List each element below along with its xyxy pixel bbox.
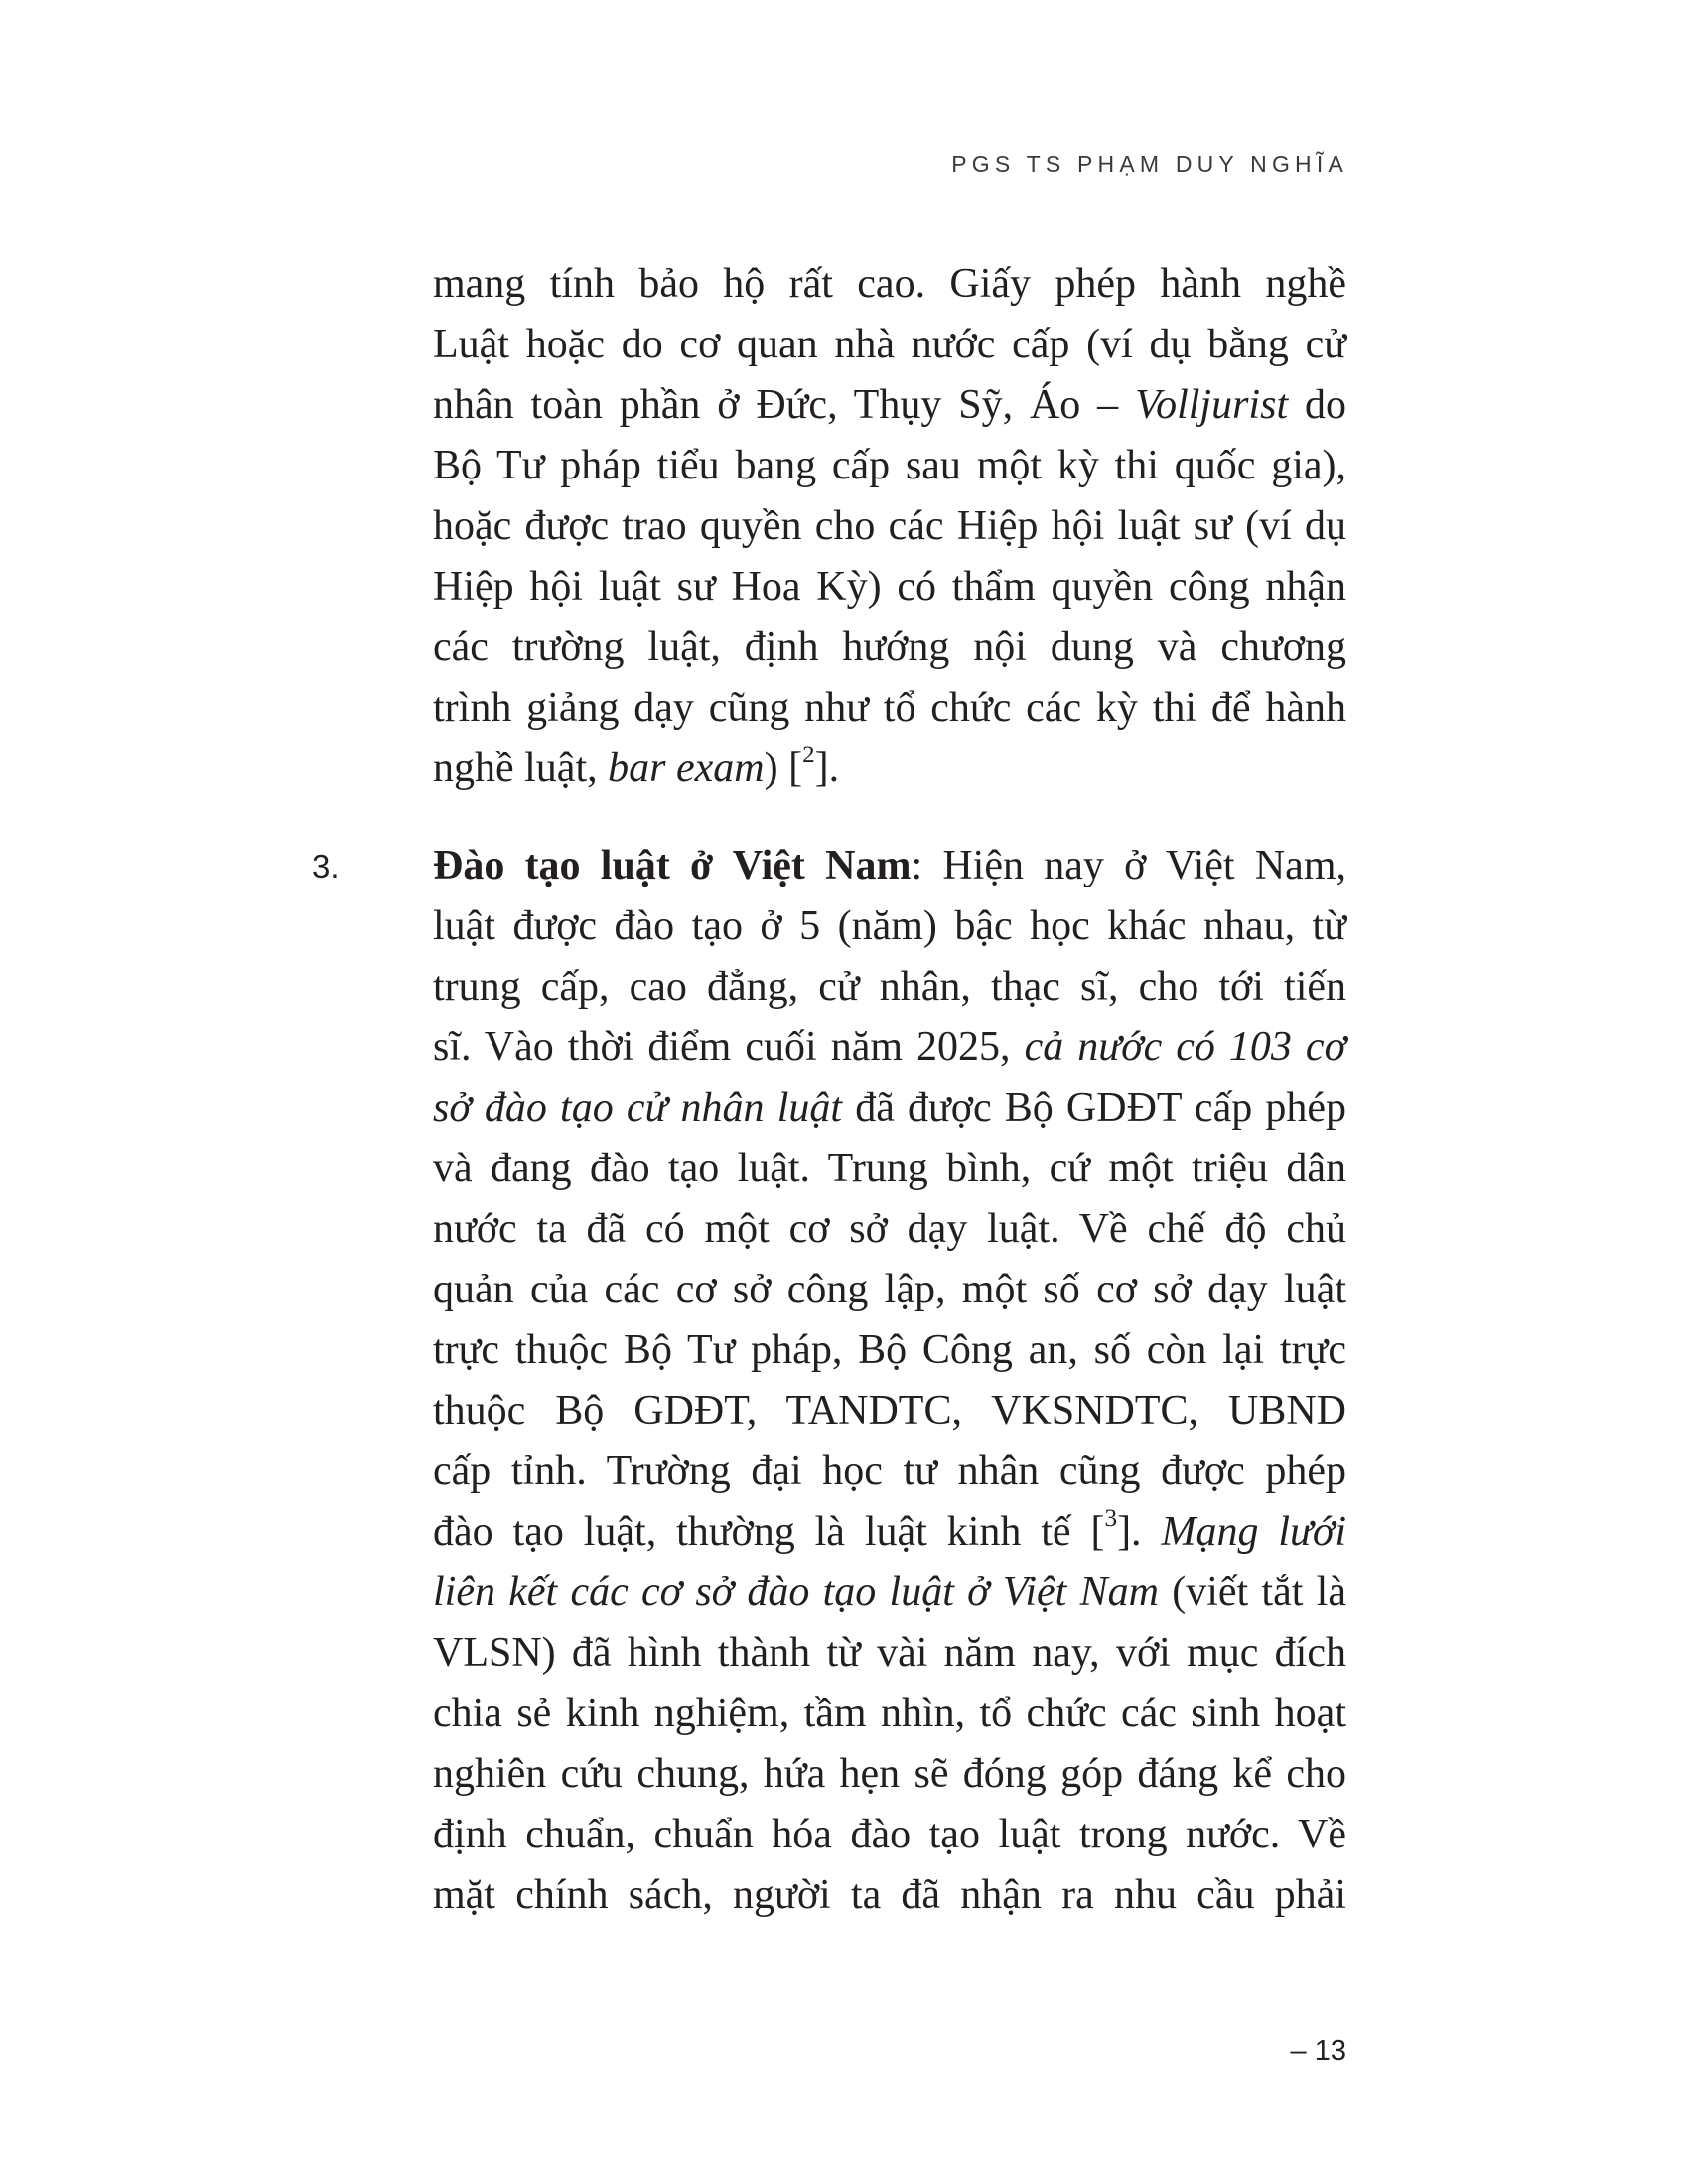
text-line: mang tính bảo hộ rất cao. Giấy phép hành nghề (433, 261, 1346, 307)
text-line: nước ta đã có một cơ sở dạy luật. Về chế độ chủ (433, 1206, 1346, 1252)
text-line: luật được đào tạo ở 5 (năm) bậc học khác nhau, từ (433, 903, 1346, 949)
term-bar-exam: bar exam (608, 746, 765, 791)
page-number: – 13 (1290, 2035, 1346, 2067)
text-line: hoặc được trao quyền cho các Hiệp hội luật sư (ví dụ (433, 503, 1346, 549)
list-item-number: 3. (312, 848, 340, 885)
text-line: thuộc Bộ GDĐT, TANDTC, VKSNDTC, UBND (433, 1388, 1346, 1433)
text-line: sở đào tạo cử nhân luật đã được Bộ GDĐT cấp phép (433, 1085, 1347, 1131)
section-heading: Đào tạo luật ở Việt Nam (433, 843, 912, 888)
text-line: trung cấp, cao đẳng, cử nhân, thạc sĩ, cho tới tiến (433, 964, 1346, 1010)
text-line: cấp tỉnh. Trường đại học tư nhân cũng được phép (433, 1448, 1346, 1494)
text-line: Bộ Tư pháp tiểu bang cấp sau một kỳ thi quốc gia), (433, 443, 1346, 488)
text-line: các trường luật, định hướng nội dung và chương (433, 624, 1346, 670)
footnote-ref: 2 (802, 742, 815, 769)
continued-paragraph (433, 254, 1346, 799)
text-line: nghiên cứu chung, hứa hẹn sẽ đóng góp đáng kể cho (433, 1751, 1346, 1797)
text-line: VLSN) đã hình thành từ vài năm nay, với mục đích (433, 1630, 1346, 1676)
text-line: Đào tạo luật ở Việt Nam: Hiện nay ở Việt Nam, (433, 843, 1346, 888)
section-3-paragraph (433, 836, 1346, 1926)
text-line: trực thuộc Bộ Tư pháp, Bộ Công an, số còn lại trực (433, 1327, 1346, 1373)
term-volljurist: Volljurist (1135, 382, 1289, 428)
text-line: mặt chính sách, người ta đã nhận ra nhu cầu phải (433, 1872, 1346, 1918)
text-line: sĩ. Vào thời điểm cuối năm 2025, cả nước có 103 cơ (433, 1024, 1346, 1070)
footnote-ref: 3 (1104, 1505, 1118, 1533)
text-line: Luật hoặc do cơ quan nhà nước cấp (ví dụ bằng cử (433, 322, 1346, 367)
text-line: liên kết các cơ sở đào tạo luật ở Việt Nam (viết tắt là (433, 1570, 1346, 1615)
text-line: nhân toàn phần ở Đức, Thụy Sỹ, Áo – Volljurist do (433, 382, 1347, 428)
text-line: quản của các cơ sở công lập, một số cơ sở dạy luật (433, 1267, 1346, 1312)
text-line: chia sẻ kinh nghiệm, tầm nhìn, tổ chức các sinh hoạt (433, 1691, 1346, 1736)
text-line: định chuẩn, chuẩn hóa đào tạo luật trong nước. Về (433, 1812, 1346, 1857)
text-line: nghề luật, bar exam) [$^2$]. (433, 742, 840, 791)
running-header: PGS TS PHẠM DUY NGHĨA (951, 151, 1348, 177)
text-line: trình giảng dạy cũng như tổ chức các kỳ thi để hành (433, 685, 1346, 731)
text-line: Hiệp hội luật sư Hoa Kỳ) có thẩm quyền công nhận (433, 564, 1346, 610)
text-line: và đang đào tạo luật. Trung bình, cứ một triệu dân (433, 1146, 1346, 1191)
text-line: đào tạo luật, thường là luật kinh tế [$^3$]. Mạng lưới (433, 1505, 1346, 1555)
